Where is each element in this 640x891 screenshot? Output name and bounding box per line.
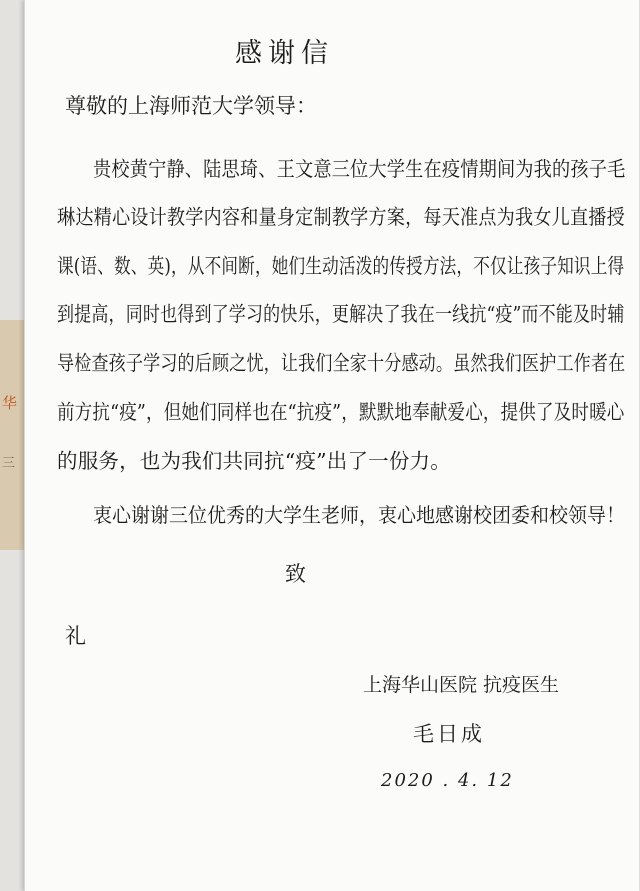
body-line-5: 导检查孩子学习的后顾之忧，让我们全家十分感动。虽然我们医护工作者在 [57, 351, 626, 375]
letter-title: 感谢信 [235, 38, 334, 69]
closing-zhi: 致 [285, 562, 306, 586]
body-line-4: 到提高，同时也得到了学习的快乐，更解决了我在一线抗“疫”而不能及时辅 [57, 302, 625, 326]
letter-closing: 衷心谢谢三位优秀的大学生老师，衷心地感谢校团委和校领导！ [93, 503, 625, 527]
letter-sheet [24, 0, 639, 891]
sender-organization: 上海华山医院 抗疫医生 [363, 674, 560, 696]
body-line-2: 琳达精心设计教学内容和量身定制教学方案，每天准点为我女儿直播授 [57, 205, 625, 229]
envelope-mark-2: 三 [2, 456, 16, 471]
closing-li: 礼 [65, 624, 86, 648]
body-line-1: 贵校黄宁静、陆思琦、王文意三位大学生在疫情期间为我的孩子毛 [93, 157, 626, 181]
letter-salutation: 尊敬的上海师范大学领导： [65, 94, 317, 118]
body-line-3: 课(语、数、英)，从不间断，她们生动活泼的传授方法，不仅让孩子知识上得 [57, 254, 625, 278]
envelope-edge [0, 320, 27, 550]
letter-date: 2020 . 4. 12 [381, 770, 514, 791]
sender-signature: 毛日成 [413, 722, 485, 746]
envelope-mark-1: 华 [2, 394, 18, 412]
body-line-7: 的服务，也为我们共同抗“疫”出了一份力。 [57, 449, 451, 473]
body-line-6: 前方抗“疫”，但她们同样也在“抗疫”，默默地奉献爱心，提供了及时暖心 [57, 400, 625, 424]
